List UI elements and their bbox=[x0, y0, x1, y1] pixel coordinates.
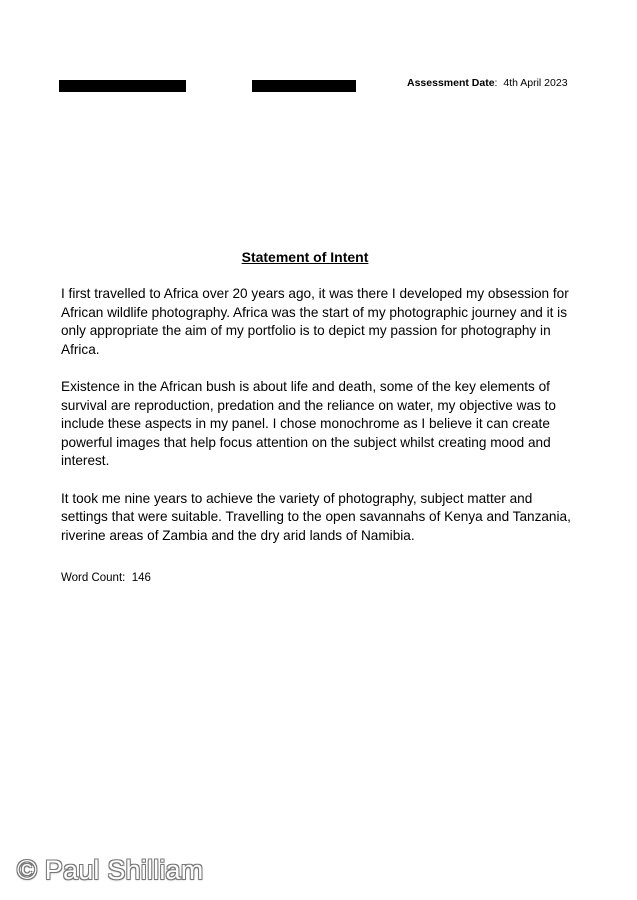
assessment-date-separator: : bbox=[494, 77, 504, 89]
paragraph-2: Existence in the African bush is about life and death, some of the key elements of survival are reproduction, predation and the reliance on water, my objective was to include these aspects in my panel. I chose monochrome as I believe it can create powerful images that help focus attention on the subject whilst creating mood and interest. bbox=[61, 378, 556, 469]
paragraph-3: It took me nine years to achieve the variety of photography, subject matter and settings that were suitable. Travelling to the open savannahs of Kenya and Tanzania, riverine areas of Zambia and the dry arid lands of Namibia. bbox=[61, 490, 571, 543]
word-count-label: Word Count: bbox=[61, 572, 126, 584]
statement-body bbox=[61, 285, 581, 564]
assessment-date-label: Assessment Date bbox=[407, 77, 495, 89]
word-count-value: 146 bbox=[131, 572, 151, 584]
paragraph-1: I first travelled to Africa over 20 years ago, it was there I developed my obsession for African wildlife photography. Africa was the start of my photographic journey and it is only appropriate the aim of my portfolio is to depict my passion for photography in Africa. bbox=[61, 286, 569, 357]
word-count bbox=[61, 572, 151, 584]
assessment-date-value: 4th April 2023 bbox=[503, 77, 568, 89]
page-title: Statement of Intent bbox=[241, 249, 369, 265]
copyright-watermark: © Paul Shilliam bbox=[17, 855, 204, 885]
redaction-bar-name bbox=[59, 80, 186, 92]
assessment-date bbox=[407, 77, 568, 89]
redaction-bar-id bbox=[252, 80, 356, 92]
